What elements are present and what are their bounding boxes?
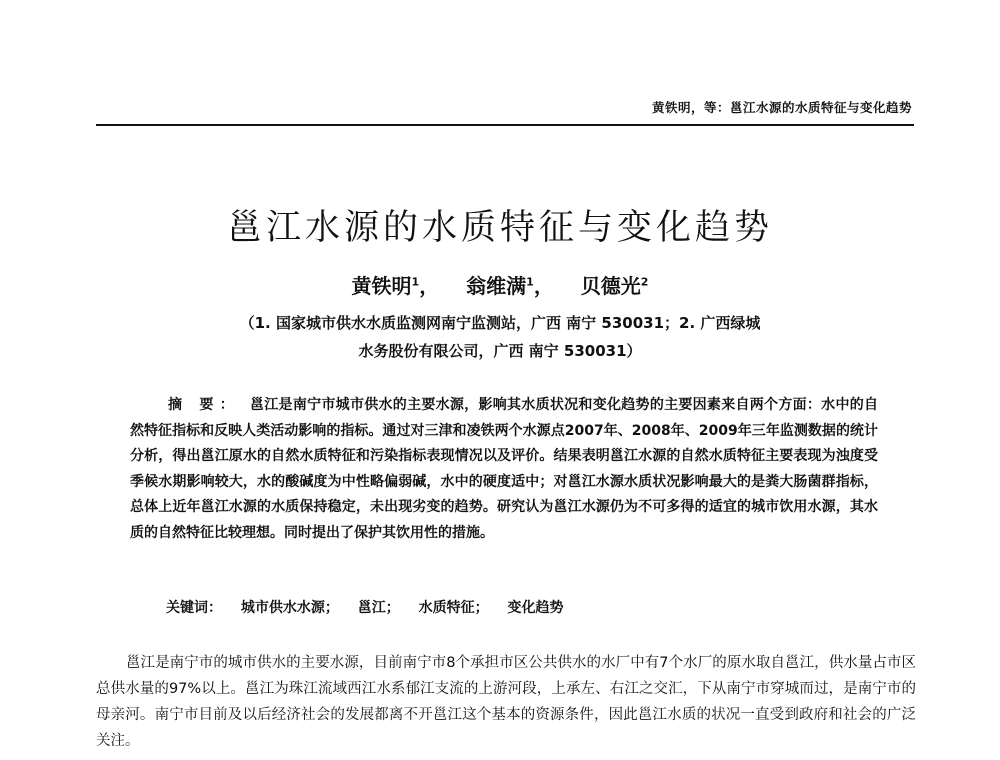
body-paragraph: 邕江是南宁市的城市供水的主要水源，目前南宁市8个承担市区公共供水的水厂中有7个水厂的原水取自邕江，供水量占市区总供水量的97%以上。邕江为珠江流域西江水系郁江支流的上游河段，上承左、右江之交汇，下从南宁市穿城而过，是南宁市的母亲河。南宁市目前及以后经济社会的发展都离不开邕江这个基本的资源条件，因此邕江水质的状况一直受到政府和社会的广泛关注。 — [96, 655, 916, 749]
keywords — [166, 597, 578, 617]
author-1: 黄铁明$^1$， — [351, 274, 440, 298]
author-2: 翁维满$^1$， — [466, 274, 554, 298]
header-rule — [96, 124, 914, 126]
author-3: 贝德光$^2$ — [580, 274, 649, 298]
affiliation-line-1: （1. 国家城市供水水质监测网南宁监测站，广西 南宁 530031；2. 广西绿城 — [239, 314, 761, 332]
abstract — [130, 393, 878, 547]
keywords-label: 关键词： — [166, 600, 222, 616]
author-list — [0, 270, 1000, 299]
paper-title: 邕江水源的水质特征与变化趋势 — [226, 208, 773, 248]
keyword-2: 邕江； — [357, 600, 400, 616]
affiliation-line-2: 水务股份有限公司，广西 南宁 530031） — [358, 342, 642, 360]
keyword-3: 水质特征； — [418, 600, 489, 616]
keyword-4: 变化趋势 — [507, 600, 564, 616]
running-header: 黄铁明，等：邕江水源的水质特征与变化趋势 — [651, 100, 912, 115]
abstract-text: 邕江是南宁市城市供水的主要水源，影响其水质状况和变化趋势的主要因素来自两个方面：水中的自然特征指标和反映人类活动影响的指标。通过对三津和凌铁两个水源点2007年、2008年、2009年三年监测数据的统计分析，得出邕江原水的自然水质特征和污染指标表现情况以及评价。结果表明邕江水源的自然水质特征主要表现为浊度受季候水期影响较大，水的酸碱度为中性略偏弱碱，水中的硬度适中；对邕江水源水质状况影响最大的是粪大肠菌群指标，总体上近年邕江水源的水质保持稳定，未出现劣变的趋势。研究认为邕江水源仍为不可多得的适宜的城市饮用水源，其水质的自然特征比较理想。同时提出了保护其饮用性的措施。 — [130, 397, 879, 541]
keyword-1: 城市供水水源； — [240, 600, 339, 616]
abstract-label: 摘 要： — [168, 397, 240, 413]
